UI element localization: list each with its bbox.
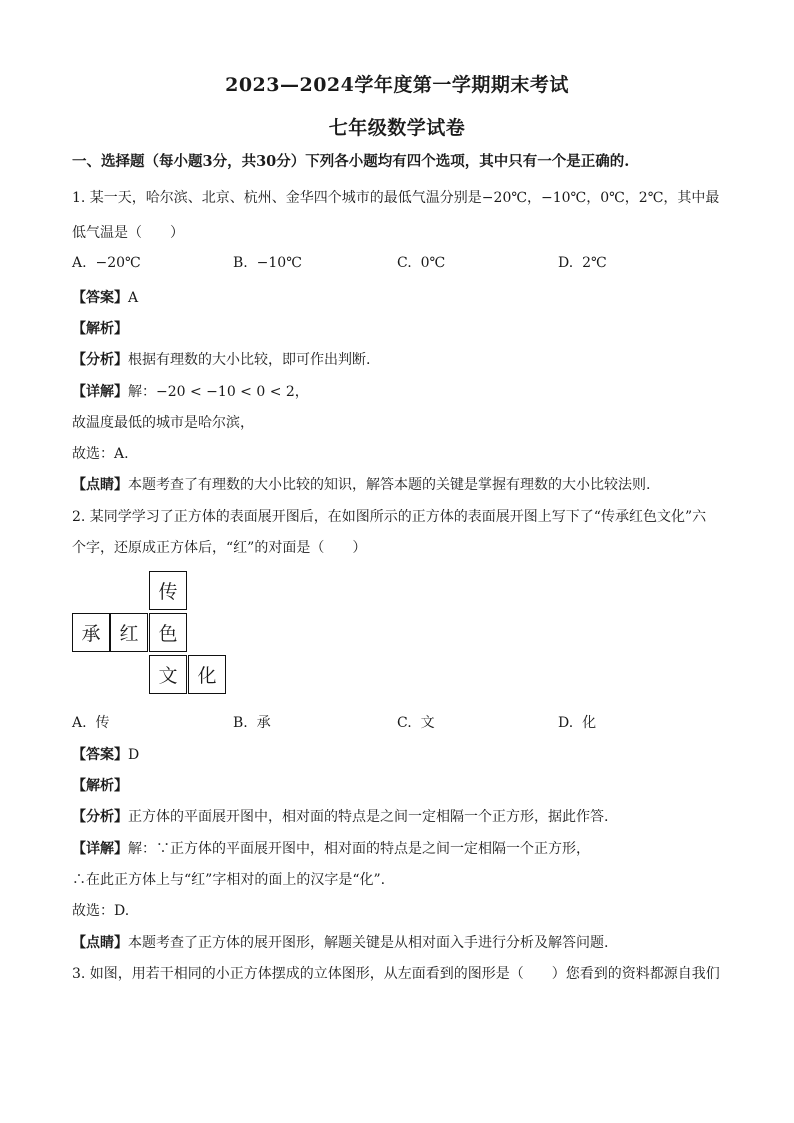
q1-detail: 【详解】解：−20 < −10 < 0 < 2， [72, 384, 309, 400]
net-cell-se: 色 [149, 613, 187, 652]
q2-choose: 故选：D. [72, 903, 130, 919]
q1-fenxi: 【分析】根据有理数的大小比较，即可作出判断. [72, 352, 371, 368]
q2-stem-line2: 个字，还原成正方体后，“红”的对面是（ ） [72, 540, 367, 556]
q1-analysis-heading: 【解析】 [72, 321, 128, 337]
q2-option-d: D. 化 [558, 715, 597, 731]
q2-answer: 【答案】D [72, 747, 140, 763]
q1-option-d: D. 2℃ [558, 255, 607, 271]
q2-analysis-heading: 【解析】 [72, 778, 128, 794]
q2-option-b: B. 承 [233, 715, 271, 731]
exam-subtitle: 七年级数学试卷 [328, 117, 466, 139]
q1-choose: 故选：A. [72, 446, 129, 462]
q2-option-a: A. 传 [72, 715, 110, 731]
q2-option-c: C. 文 [397, 715, 435, 731]
net-cell-hua: 化 [188, 655, 226, 694]
net-cell-chuan: 传 [149, 571, 187, 610]
q1-comment: 【点睛】本题考查了有理数的大小比较的知识，解答本题的关键是掌握有理数的大小比较法则. [72, 477, 651, 493]
q1-option-a: A. −20℃ [72, 255, 141, 271]
q2-stem-line1: 2. 某同学学习了正方体的表面展开图后，在如图所示的正方体的表面展开图上写下了“传承红色文化”六 [72, 509, 707, 525]
net-cell-hong: 红 [110, 613, 148, 652]
q3-stem-line1: 3. 如图，用若干相同的小正方体摆成的立体图形，从左面看到的图形是（ ）您看到的资料都源自我们 [72, 966, 720, 982]
q2-detail: 【详解】解：∵正方体的平面展开图中，相对面的特点是之间一定相隔一个正方形， [72, 841, 590, 857]
q1-option-b: B. −10℃ [233, 255, 302, 271]
q1-stem-line1: 1. 某一天，哈尔滨、北京、杭州、金华四个城市的最低气温分别是−20℃，−10℃，0℃，2℃，其中最 [72, 190, 720, 206]
q2-detail-2: ∴在此正方体上与“红”字相对的面上的汉字是“化”. [72, 872, 386, 888]
exam-title: 2023—2024学年度第一学期期末考试 [225, 74, 569, 96]
net-cell-wen: 文 [149, 655, 187, 694]
q1-detail-2: 故温度最低的城市是哈尔滨， [72, 415, 254, 431]
net-cell-cheng: 承 [72, 613, 110, 652]
q1-option-c: C. 0℃ [397, 255, 446, 271]
q1-stem-line2: 低气温是（ ） [72, 225, 184, 241]
q1-answer: 【答案】A [72, 290, 139, 306]
q2-fenxi: 【分析】正方体的平面展开图中，相对面的特点是之间一定相隔一个正方形，据此作答. [72, 809, 609, 825]
q2-comment: 【点睛】本题考查了正方体的展开图形，解题关键是从相对面入手进行分析及解答问题. [72, 935, 609, 951]
section-heading: 一、选择题（每小题3分，共30分）下列各小题均有四个选项，其中只有一个是正确的. [72, 153, 630, 170]
cube-net-figure [72, 571, 232, 695]
